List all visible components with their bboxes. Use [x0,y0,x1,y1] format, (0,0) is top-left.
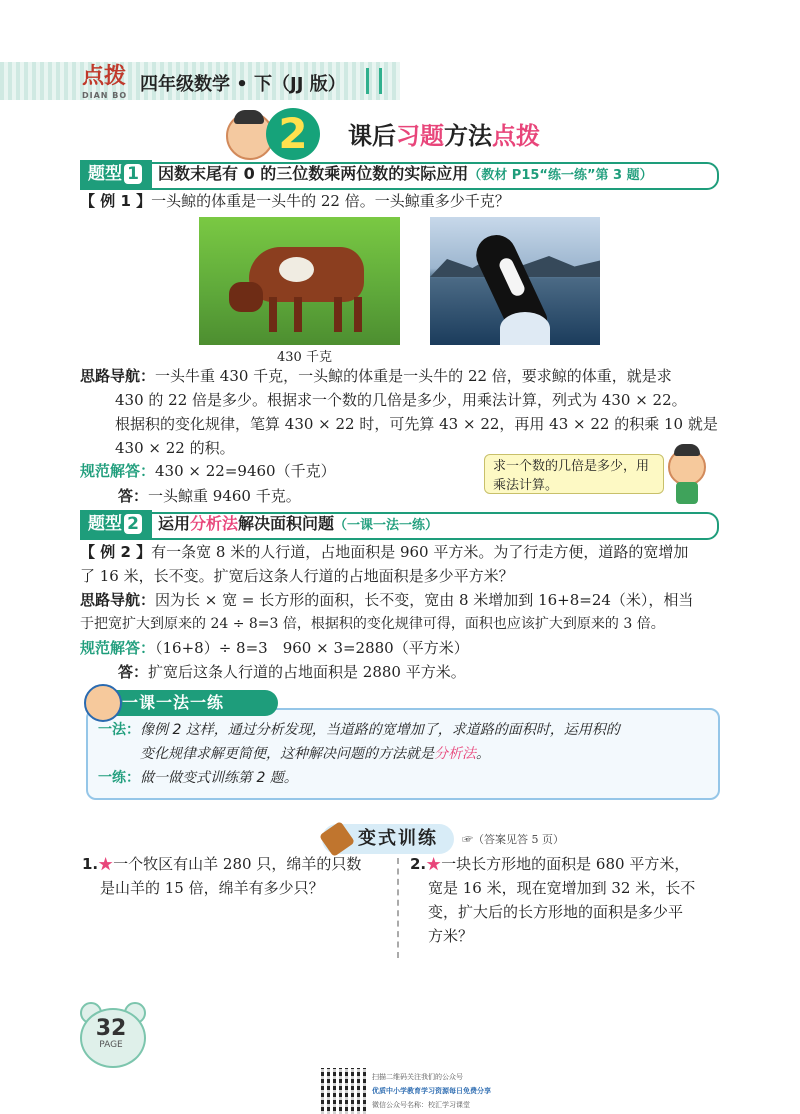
page-number-badge: 32 PAGE [76,1002,146,1064]
logo-sub: DIAN BO [82,91,128,100]
example2-solution: 规范解答：（16+8）÷ 8=3 960 × 3=2880（平方米） [80,639,469,657]
column-divider [397,858,399,958]
brand-logo [82,62,134,102]
type2-badge: 题型 2 [80,510,152,538]
type1-title: 因数末尾有 0 的三位数乘两位数的实际应用（教材 P15“练一练”第 3 题） [158,164,653,183]
section-title: 课后习题方法点拨 [348,122,540,150]
example1-question: 【 例 1 】一头鲸的体重是一头牛的 22 倍。一头鲸重多少千克？ [80,192,510,210]
footer-line2: 优质中小学教育学习资源每日免费分享 [372,1087,491,1095]
footer-line1: 扫描二维码关注我们的公众号 [372,1073,463,1081]
logo-text: 点拨 [82,64,127,89]
practice-banner: 变式训练 [322,824,454,854]
example2-answer: 答：扩宽后这条人行道的占地面积是 2880 平方米。 [118,663,466,681]
cow-photo [199,217,400,345]
qr-code-overlay [321,1068,367,1114]
method-lian: 一练：做一做变式训练第 2 题。 [98,770,298,786]
practice-q1: 1.★一个牧区有山羊 280 只，绵羊的只数 是山羊的 15 倍，绵羊有多少只？ [82,855,362,897]
example1-idea: 思路导航：一头牛重 430 千克，一头鲸的体重是一头牛的 22 倍，要求鲸的体重，就是求 430 的 22 倍是多少。根据求一个数的几倍是多少，用乘法计算，列式为 430 × 22。 根据积的变化规律，笔算 430 × 22 时，可先算 43 × 22，再用 43 × 22 的积乘 10 就是 430 × 22 的积。 [80,367,718,457]
method-fa: 一法：像例 2 这样，通过分析发现，当道路的宽增加了，求道路的面积时，运用积的 变化规律求解更简便，这种解决问题的方法就是分析法。 [98,722,620,762]
orca-photo [430,217,600,345]
magnifier-kid-icon [84,684,122,722]
hint-callout: 求一个数的几倍是多少，用乘法计算。 [484,454,664,494]
example1-solution: 规范解答：430 × 22=9460（千克） [80,462,336,480]
practice-answer-note: ☞（答案见答 5 页） [462,833,564,846]
header-bars-icon [366,68,382,94]
footer-line3: 微信公众号名称：校汇学习课堂 [372,1101,470,1109]
example1-answer: 答：一头鲸重 9460 千克。 [118,487,301,505]
type1-badge: 题型 1 [80,160,152,188]
book-title: 四年级数学 • 下（JJ 版） [140,74,346,95]
practice-q2: 2.★一块长方形地的面积是 680 平方米， 宽是 16 米，现在宽增加到 32 米，长不 变，扩大后的长方形地的面积是多少平 方米？ [410,855,696,945]
section-number: 2 [266,108,320,160]
method-banner: 一课一法一练 [98,690,278,716]
cow-caption: 430 千克 [277,350,332,365]
example2-idea: 思路导航：因为长 × 宽 = 长方形的面积，长不变，宽由 8 米增加到 16+8=24（米），相当 于把宽扩大到原来的 24 ÷ 8=3 倍，根据积的变化规律可得，面积也应该扩大到原来的 3 倍。 [80,591,694,632]
cartoon-kid-body-icon [676,482,698,504]
cartoon-kid-icon [668,448,706,486]
example2-question: 【 例 2 】有一条宽 8 米的人行道，占地面积是 960 平方米。为了行走方便，道路的宽增加 了 16 米，长不变。扩宽后这条人行道的占地面积是多少平方米？ [80,543,689,585]
type2-title: 运用分析法解决面积问题（一课一法一练） [158,514,439,533]
